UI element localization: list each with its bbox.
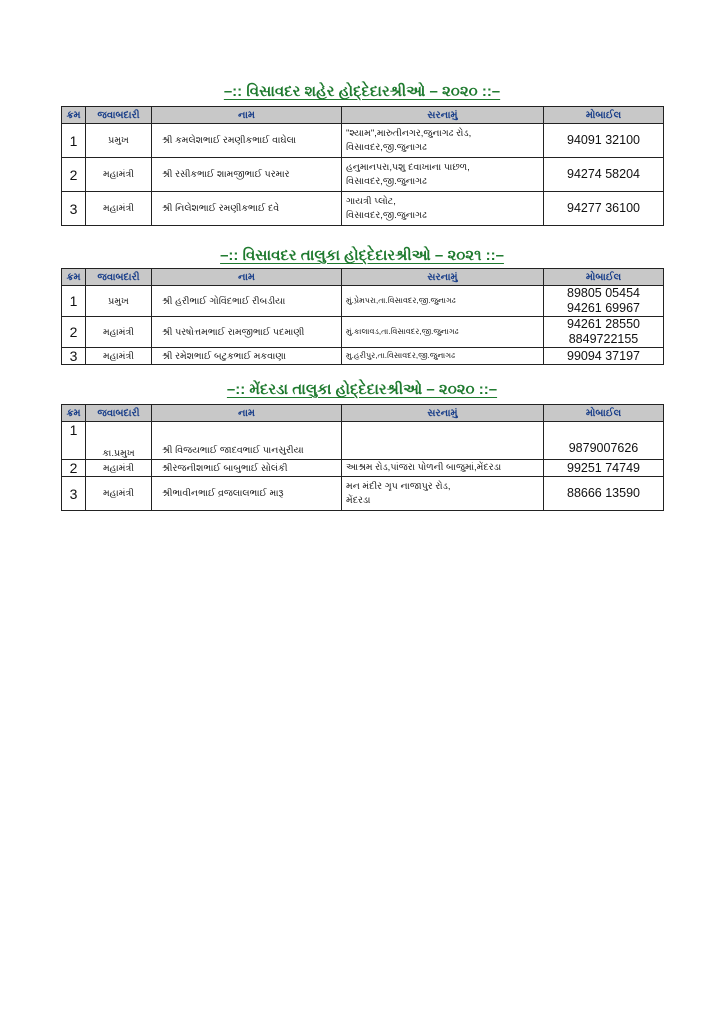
col-header-serial: ક્રમ bbox=[62, 269, 86, 286]
table-header-row bbox=[62, 269, 664, 286]
name-cell: શ્રી રસીકભાઈ શામજીભાઈ પરમાર bbox=[152, 158, 342, 192]
col-header-mobile: મોબાઈલ bbox=[544, 405, 664, 422]
col-header-serial: ક્રમ bbox=[62, 107, 86, 124]
mobile-cell: 99094 37197 bbox=[544, 348, 664, 365]
table-row bbox=[62, 477, 664, 511]
address-cell: આશ્રમ રોડ,પાંજરા પોળની બાજુમાં,મેંદરડા bbox=[342, 460, 544, 477]
section-visavadar-taluka bbox=[61, 246, 663, 365]
responsibility-cell: મહામંત્રી bbox=[86, 348, 152, 365]
col-header-address: સરનામું bbox=[342, 269, 544, 286]
serial-cell: 3 bbox=[62, 348, 86, 365]
office-bearers-table bbox=[61, 268, 664, 365]
address-cell: ગાયત્રી પ્લોટ, વિસાવદર,જી.જુનાગઢ bbox=[342, 192, 544, 226]
serial-cell: 1 bbox=[62, 286, 86, 317]
col-header-mobile: મોબાઈલ bbox=[544, 269, 664, 286]
address-cell: "શ્યામ",મારુતીનગર,જુનાગઢ રોડ, વિસાવદર,જી.જુનાગઢ bbox=[342, 124, 544, 158]
mobile-cell: 94091 32100 bbox=[544, 124, 664, 158]
address-cell: મું.કાલાવડ,તા.વિસાવદર,જી.જુનાગઢ bbox=[342, 317, 544, 348]
table-row bbox=[62, 460, 664, 477]
responsibility-cell: મહામંત્રી bbox=[86, 460, 152, 477]
col-header-address: સરનામું bbox=[342, 107, 544, 124]
mobile-cell: 88666 13590 bbox=[544, 477, 664, 511]
col-header-name: નામ bbox=[152, 107, 342, 124]
section-visavadar-city bbox=[61, 82, 663, 226]
mobile-cell: 94261 28550 8849722155 bbox=[544, 317, 664, 348]
name-cell: શ્રી વિજયભાઈ જાદવભાઈ પાનસુરીયા bbox=[152, 422, 342, 460]
col-header-address: સરનામું bbox=[342, 405, 544, 422]
col-header-serial: ક્રમ bbox=[62, 405, 86, 422]
serial-cell: 2 bbox=[62, 460, 86, 477]
section-title: –:: મેંદરડા તાલુકા હોદ્દેદારશ્રીઓ – ૨૦૨૦ ::– bbox=[226, 381, 498, 398]
name-cell: શ્રીભાવીનભાઈ વ્રજલાલભાઈ મારૂ bbox=[152, 477, 342, 511]
name-cell: શ્રી નિલેશભાઈ રમણીકભાઈ દવે bbox=[152, 192, 342, 226]
address-cell: હનુમાનપરા,પશુ દવાખાના પાછળ, વિસાવદર,જી.જુનાગઢ bbox=[342, 158, 544, 192]
address-cell bbox=[342, 422, 544, 460]
table-header-row bbox=[62, 107, 664, 124]
address-cell: મું.પ્રેમપરા,તા.વિસાવદર,જી.જુનાગઢ bbox=[342, 286, 544, 317]
table-row bbox=[62, 158, 664, 192]
name-cell: શ્રી હરીભાઈ ગોવિંદભાઈ રીબડીયા bbox=[152, 286, 342, 317]
responsibility-cell: મહામંત્રી bbox=[86, 192, 152, 226]
name-cell: શ્રીરજનીશભાઈ બાબુભાઈ સોલંકી bbox=[152, 460, 342, 477]
section-title: –:: વિસાવદર તાલુકા હોદ્દેદારશ્રીઓ – ૨૦૨૧ ::– bbox=[220, 247, 504, 264]
name-cell: શ્રી રમેશભાઈ બટુકભાઈ મકવાણા bbox=[152, 348, 342, 365]
mobile-cell: 94277 36100 bbox=[544, 192, 664, 226]
name-cell: શ્રી પરષોત્તમભાઈ રામજીભાઈ પદમાણી bbox=[152, 317, 342, 348]
mobile-cell: 9879007626 bbox=[544, 422, 664, 460]
serial-cell: 2 bbox=[62, 158, 86, 192]
table-header-row bbox=[62, 405, 664, 422]
serial-cell: 1 bbox=[62, 124, 86, 158]
responsibility-cell: કા.પ્રમુખ bbox=[86, 422, 152, 460]
section-title: –:: વિસાવદર શહેર હોદ્દેદારશ્રીઓ – ૨૦૨૦ ::– bbox=[223, 83, 501, 100]
office-bearers-table bbox=[61, 106, 664, 226]
serial-cell: 3 bbox=[62, 477, 86, 511]
responsibility-cell: પ્રમુખ bbox=[86, 286, 152, 317]
col-header-responsibility: જવાબદારી bbox=[86, 107, 152, 124]
responsibility-cell: મહામંત્રી bbox=[86, 317, 152, 348]
name-cell: શ્રી કમલેશભાઈ રમણીકભાઈ વાઘેલા bbox=[152, 124, 342, 158]
col-header-name: નામ bbox=[152, 405, 342, 422]
serial-cell: 3 bbox=[62, 192, 86, 226]
section-mendarda-taluka bbox=[61, 380, 663, 511]
mobile-cell: 89805 05454 94261 69967 bbox=[544, 286, 664, 317]
serial-cell: 2 bbox=[62, 317, 86, 348]
responsibility-cell: મહામંત્રી bbox=[86, 158, 152, 192]
address-cell: મુ.હરીપુર,તા.વિસાવદર,જી.જુનાગઢ bbox=[342, 348, 544, 365]
table-row bbox=[62, 124, 664, 158]
table-row bbox=[62, 422, 664, 460]
serial-cell: 1 bbox=[62, 422, 86, 460]
table-row bbox=[62, 348, 664, 365]
col-header-responsibility: જવાબદારી bbox=[86, 405, 152, 422]
table-row bbox=[62, 317, 664, 348]
address-cell: મન મંદીર ગૃપ નાજાપુર રોડ, મેંદરડા bbox=[342, 477, 544, 511]
mobile-cell: 94274 58204 bbox=[544, 158, 664, 192]
responsibility-cell: મહામંત્રી bbox=[86, 477, 152, 511]
responsibility-cell: પ્રમુખ bbox=[86, 124, 152, 158]
mobile-cell: 99251 74749 bbox=[544, 460, 664, 477]
table-row bbox=[62, 286, 664, 317]
col-header-responsibility: જવાબદારી bbox=[86, 269, 152, 286]
col-header-name: નામ bbox=[152, 269, 342, 286]
table-row bbox=[62, 192, 664, 226]
col-header-mobile: મોબાઈલ bbox=[544, 107, 664, 124]
office-bearers-table bbox=[61, 404, 664, 511]
